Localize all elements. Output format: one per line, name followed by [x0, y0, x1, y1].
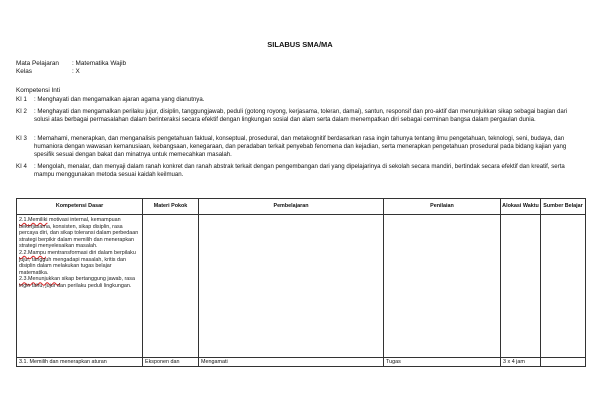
- meta-value: : Matematika Wajib: [72, 60, 127, 67]
- cell-materi: [143, 215, 199, 358]
- cell-kompetensi-dasar: 3.1. Memilih dan menerapkan aturan: [17, 358, 143, 367]
- meta-row-class: [16, 68, 126, 76]
- meta-key: Mata Pelajaran: [16, 60, 59, 67]
- header-sumber-belajar: Sumber Belajar: [541, 199, 586, 215]
- cell-alokasi: [501, 215, 541, 358]
- cell-pembelajaran: Mengamati: [199, 358, 384, 367]
- cell-penilaian: [384, 215, 501, 358]
- meta-value: : X: [72, 68, 80, 75]
- table-row: [17, 358, 586, 367]
- kd-item: 2.2.Mampu mentransformasi diri dalam berpilaku jujur, tangguh mengadapi masalah, kritis dan disiplin dalam melakukan tugas belajar matematika.: [19, 249, 136, 276]
- cell-alokasi: 3 x 4 jam: [501, 358, 541, 367]
- ki-label: KI 1: [16, 96, 27, 103]
- syllabus-table: [16, 198, 586, 367]
- cell-pembelajaran: [199, 215, 384, 358]
- meta-row-subject: [16, 60, 126, 68]
- ki-text: : Menghayati dan mengamalkan perilaku jujur, disiplin, tanggungjawab, peduli (gotong royong, kerjasama, toleran, damai), santun, responsif dan pro-aktif dan menunjukkan sikap sebagai bagian dari solusi atas berbagai permasalahan dalam berinteraksi secara efektif dengan lingkungan sosial dan alam serta dalam menempatkan diri sebagai cerminan bangsa dalam pergaulan dunia.: [34, 108, 568, 123]
- ki-text: : Memahami, menerapkan, dan menganalisis pengetahuan faktual, konseptual, prosedural, dan metakognitif berdasarkan rasa ingin tahunya tentang ilmu pengetahuan, teknologi, seni, budaya, dan humaniora dengan wawasan kemanusiaan, kebangsaan, kenegaraan, dan peradaban terkait penyebab fenomena dan kejadian, serta menerapkan pengetahuan prosedural pada bidang kajian yang spesifik sesuai dengan bakat dan minatnya untuk memecahkan masalah.: [34, 135, 567, 158]
- header-kompetensi-dasar: Kompetensi Dasar: [17, 199, 143, 215]
- header-pembelajaran: Pembelajaran: [199, 199, 384, 215]
- ki-item: [16, 96, 584, 104]
- cell-materi: Eksponen dan: [143, 358, 199, 367]
- header-materi-pokok: Materi Pokok: [143, 199, 199, 215]
- table-row: [17, 215, 586, 358]
- cell-penilaian: Tugas: [384, 358, 501, 367]
- header-alokasi-waktu: Alokasi Waktu: [501, 199, 541, 215]
- ki-item: [16, 163, 584, 179]
- ki-label: KI 4: [16, 163, 27, 170]
- ki-text: : Menghayati dan mengamalkan ajaran agama yang dianutnya.: [34, 96, 205, 103]
- ki-heading: Kompetensi Inti: [16, 87, 61, 94]
- ki-text: : Mengolah, menalar, dan menyaji dalam ranah konkret dan ranah abstrak terkait dengan pengembangan dari yang dipelajarinya di sekolah secara mandiri, bertindak secara efektif dan kreatif, serta mampu menggunakan metoda sesuai kaidah keilmuan.: [34, 163, 565, 178]
- kd-item: 2.1.Memiliki motivasi internal, kemampuan bekerjasama, konsisten, sikap disiplin, rasa percaya diri, dan sikap toleransi dalam perbedaan strategi berpikir dalam memilih dan menerapkan strategi menyelesaikan masalah.: [19, 217, 139, 250]
- meta-key: Kelas: [16, 68, 32, 75]
- kd-item: 2.3.Menunjukkan sikap bertanggung jawab, rasa ingin tahu, jujur dan perilaku peduli lingkungan.: [19, 276, 135, 289]
- ki-item: [16, 108, 584, 124]
- ki-label: KI 2: [16, 108, 27, 115]
- ki-label: KI 3: [16, 135, 27, 142]
- cell-sumber: [541, 358, 586, 367]
- cell-sumber: [541, 215, 586, 358]
- meta-info: [16, 60, 126, 76]
- ki-item: [16, 135, 584, 159]
- cell-kompetensi-dasar: [17, 215, 143, 358]
- page-title: SILABUS SMA/MA: [267, 40, 333, 49]
- header-penilaian: Penilaian: [384, 199, 501, 215]
- table-header-row: [17, 199, 586, 215]
